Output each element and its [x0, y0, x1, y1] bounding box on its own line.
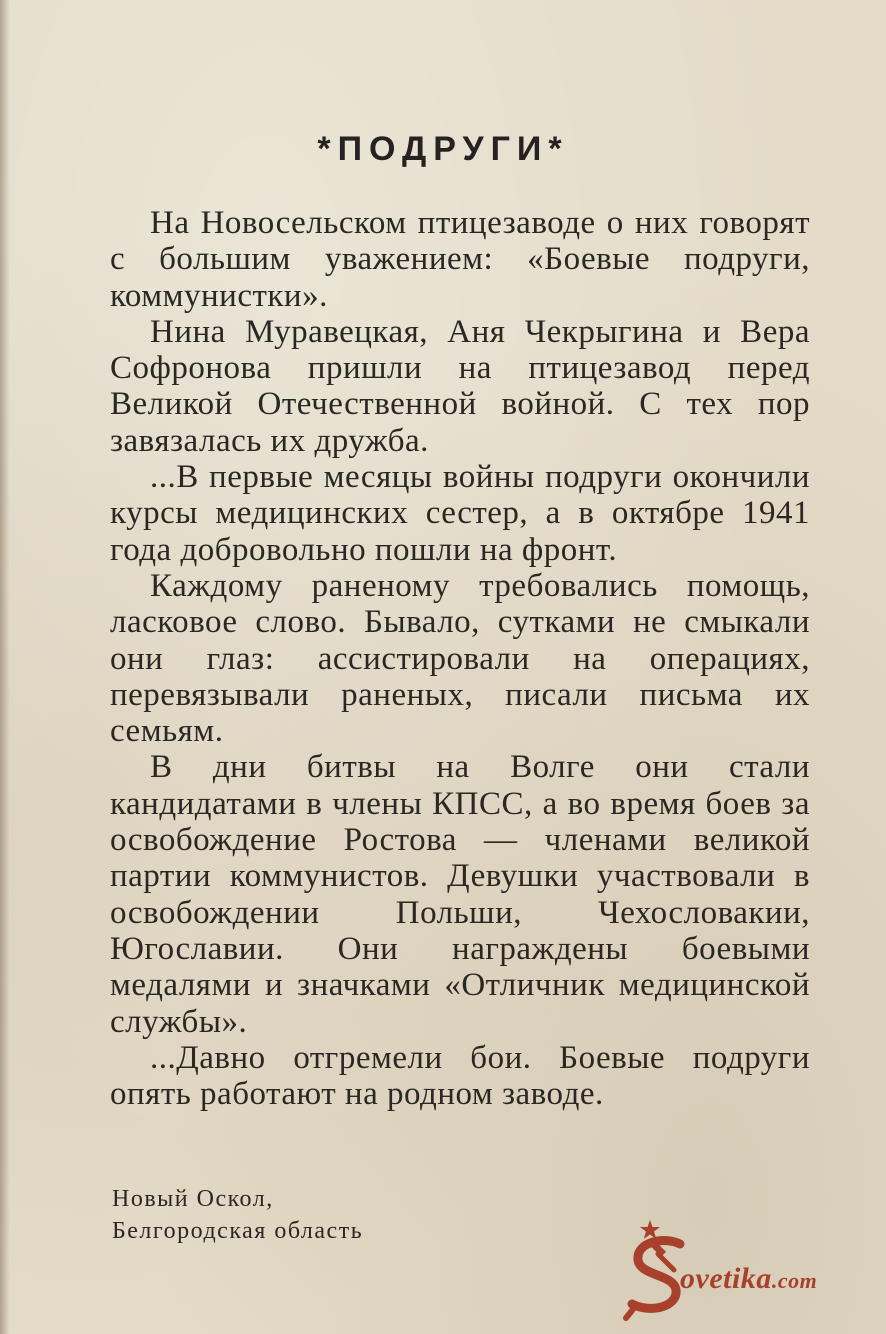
watermark-text-main: ovetika [680, 1262, 772, 1295]
sovetika-watermark [622, 1218, 882, 1322]
signature-city: Новый Оскол, [112, 1186, 274, 1212]
paragraph-4: Каждому раненому требовались помощь, ласковое слово. Бывало, сутками не смыкали они глаз: ассистировали на операциях, перевязывали раненых, писали письма их семьям. [110, 567, 810, 750]
signature-block [112, 1183, 363, 1247]
paragraph-1: На Новосельском птицезаводе о них говорят с большим уважением: «Боевые подруги, коммунистки». [110, 205, 810, 314]
paragraph-2: Нина Муравецкая, Аня Чекрыгина и Вера Софронова пришли на птицезавод перед Великой Отечественной войной. С тех пор завязалась их дружба. [110, 313, 810, 459]
watermark-text [680, 1262, 817, 1296]
signature-region: Белгородская область [112, 1218, 364, 1244]
paragraph-3: ...В первые месяцы войны подруги окончили курсы медицинских сестер, а в октябре 1941 года добровольно пошли на фронт. [110, 459, 810, 568]
page-title: *ПОДРУГИ* [317, 130, 569, 168]
paragraph-6: ...Давно отгремели бои. Боевые подруги опять работают на родном заводе. [110, 1039, 810, 1113]
page-edge-shadow [0, 0, 10, 1334]
paragraph-5: В дни битвы на Волге они стали кандидатами в члены КПСС, а во время боев за освобождение Ростова — членами великой партии коммунистов. Девушки участвовали в освобождении Польши, Чехословакии, Югославии. Они награждены боевыми медалями и значками «Отличник медицинской службы». [110, 749, 810, 1040]
article-body [110, 205, 810, 1112]
watermark-text-suffix: .com [771, 1268, 818, 1293]
